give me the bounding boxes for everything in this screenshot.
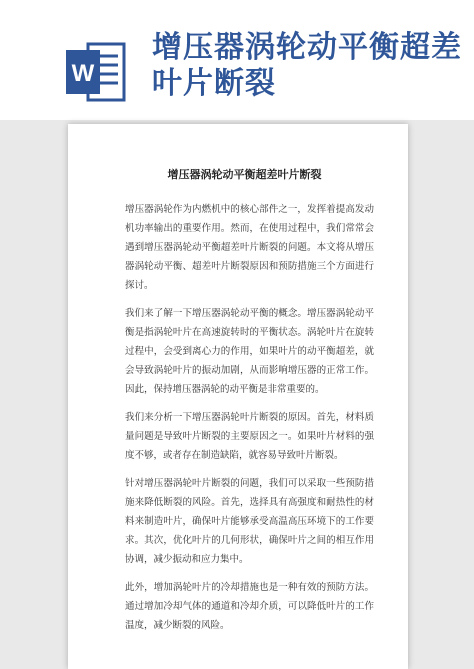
paragraph-causes: 我们来分析一下增压器涡轮叶片断裂的原因。首先，材料质量问题是导致叶片断裂的主要原因之一。如果叶片材料的强度不够，或者存在制造缺陷，就容易导致叶片断裂。 <box>125 412 374 461</box>
paragraph-prevention: 针对增压器涡轮叶片断裂的问题，我们可以采取一些预防措施来降低断裂的风险。首先，选择具有高强度和耐热性的材料来制造叶片，确保叶片能够承受高温高压环境下的工作要求。其次，优化叶片的几何形状，确保叶片之间的相互作用协调，减少振动和应力集中。 <box>125 478 374 565</box>
banner <box>0 0 474 120</box>
word-document-icon <box>64 40 128 104</box>
logo-letter: W <box>71 60 95 87</box>
paragraph-cooling: 此外，增加涡轮叶片的冷却措施也是一种有效的预防方法。通过增加冷却气体的通道和冷却介质，可以降低叶片的工作温度，减少断裂的风险。 <box>125 582 374 631</box>
paragraph-balance: 我们来了解一下增压器涡轮动平衡的概念。增压器涡轮动平衡是指涡轮叶片在高速旋转时的平衡状态。涡轮叶片在旋转过程中，会受到离心力的作用，如果叶片的动平衡超差，就会导致涡轮叶片的振动加剧，从而影响增压器的正常工作。因此，保持增压器涡轮的动平衡是非常重要的。 <box>125 308 374 395</box>
document-page <box>68 124 408 669</box>
banner-title: 增压器涡轮动平衡超差叶片断裂 <box>152 30 462 101</box>
paragraph-intro: 增压器涡轮作为内燃机中的核心部件之一，发挥着提高发动机功率输出的重要作用。然而，在使用过程中，我们常常会遇到增压器涡轮动平衡超差叶片断裂的问题。本文将从增压器涡轮动平衡、超差叶片断裂原因和预防措施三个方面进行探讨。 <box>125 204 374 291</box>
document-title: 增压器涡轮动平衡超差叶片断裂 <box>167 168 322 181</box>
